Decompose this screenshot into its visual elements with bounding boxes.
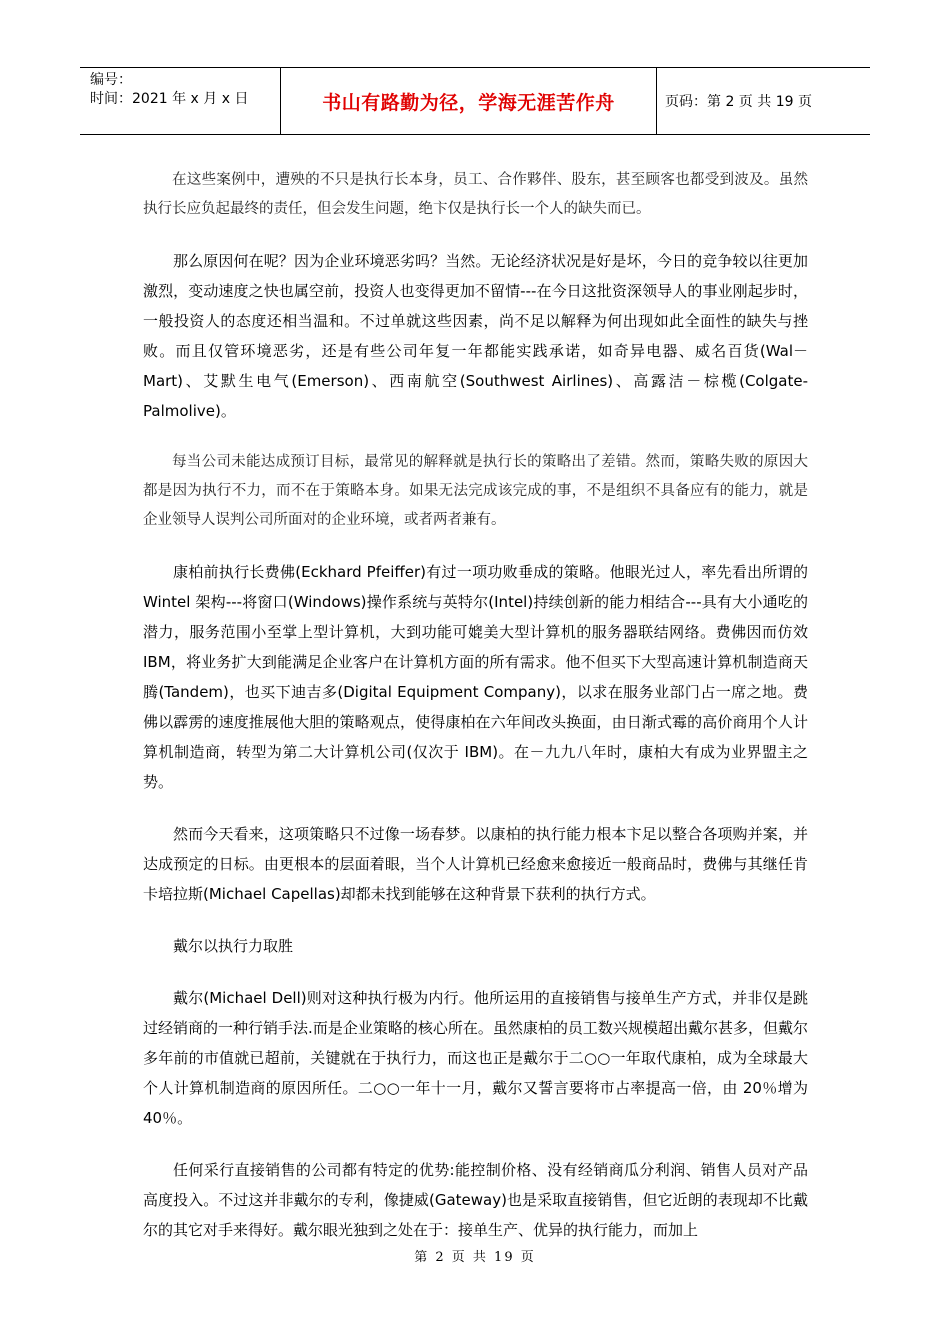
header-page-info: 页码：第 2 页 共 19 页: [665, 94, 812, 110]
paragraph-victims: 在这些案例中，遭殃的不只是执行长本身，员工、合作夥伴、股东，甚至顾客也都受到波及。虽然执行长应负起最终的责任，但会发生问题，绝卞仅是执行长一个人的缺失而已。: [143, 172, 808, 217]
paragraph-causes: 那么原因何在呢？因为企业环境恶劣吗？当然。无论经济状况是好是坏，今日的竞争较以往更加激烈，变动速度之快也属空前，投资人也变得更加不留情---在今日这批资深领导人的事业刚起步时，一般投资人的态度还相当温和。不过单就这些因素，尚不足以解释为何出现如此全面性的缺失与挫败。而且仅管环境恶劣，还是有些公司年复一年都能实践承诺，如奇异电器、威名百货(Wal－Mart)、艾默生电气(Emerson)、西南航空(Southwest Airlines)、高露洁－棕榄(Colgate-Palmolive)。: [143, 252, 808, 420]
paragraph-strategy-failure: 每当公司未能达成预订目标，最常见的解释就是执行长的策略出了差错。然而，策略失败的原因大都是因为执行不力，而不在于策略本身。如果无法完成该完成的事，不是组织不具备应有的能力，就是企业领导人误判公司所面对的企业环境，或者两者兼有。: [143, 454, 808, 528]
document-body: [143, 166, 808, 1267]
doc-number-label: 编号：: [90, 72, 132, 88]
page-header: [80, 67, 870, 135]
header-motto: 书山有路勤为径，学海无涯苦作舟: [281, 68, 657, 134]
paragraph-compaq-strategy: 康柏前执行长费佛(Eckhard Pfeiffer)有过一项功败垂成的策略。他眼光过人，率先看出所谓的 Wintel 架构---将窗口(Windows)操作系统与英特尔(Intel)持续创新的能力相结合---具有大小通吃的潜力，服务范围小至掌上型计算机，大到功能可媲美大型计算机的服务器联结网络。费佛因而仿效 IBM，将业务扩大到能满足企业客户在计算机方面的所有需求。他不但买下大型高速计算机制造商天腾(Tandem)，也买下迪吉多(Digital Equipment Company)，以求在服务业部门占一席之地。费佛以霹雳的速度推展他大胆的策略观点，使得康柏在六年间改头换面，由日渐式霉的高价商用个人计算机制造商，转型为第二大计算机公司(仅次于 IBM)。在－九九八年时，康柏大有成为业界盟主之势。: [143, 563, 808, 791]
paragraph-dell-execution: 戴尔(Michael Dell)则对这种执行极为内行。他所运用的直接销售与接单生产方式，并非仅是跳过经销商的一种行销手法.而是企业策略的核心所在。虽然康柏的员工数兴规模超出戴尔甚多，但戴尔多年前的市值就已超前，关键就在于执行力，而这也正是戴尔于二○○一年取代康柏，成为全球最大个人计算机制造商的原因所任。二○○一年十一月，戴尔又誓言要将市占率提高一倍，由 20％增为 40％。: [143, 989, 808, 1127]
header-meta: [80, 68, 281, 134]
paragraph-direct-sales: 任何采行直接销售的公司都有特定的优势:能控制价格、没有经销商瓜分利润、销售人员对产品高度投入。不过这并非戴尔的专利，像捷威(Gateway)也是采取直接销售，但它近朗的表现却不比戴尔的其它对手来得好。戴尔眼光独到之处在于：接单生产、优异的执行能力，而加上: [143, 1161, 808, 1239]
page-footer: 第 2 页 共 19 页: [414, 1250, 536, 1265]
doc-date-label: 时间：2021 年 x 月 x 日: [90, 91, 249, 107]
section-heading-dell: 戴尔以执行力取胜: [173, 937, 294, 955]
paragraph-compaq-outcome: 然而今天看来，这项策略只不过像一场春梦。以康柏的执行能力根本卞足以整合各项购并案，并达成预定的日标。由更根本的层面着眼，当个人计算机已经愈来愈接近一般商品时，费佛与其继任肯卡培拉斯(Michael Capellas)却都未找到能够在这种背景下获利的执行方式。: [143, 825, 808, 903]
